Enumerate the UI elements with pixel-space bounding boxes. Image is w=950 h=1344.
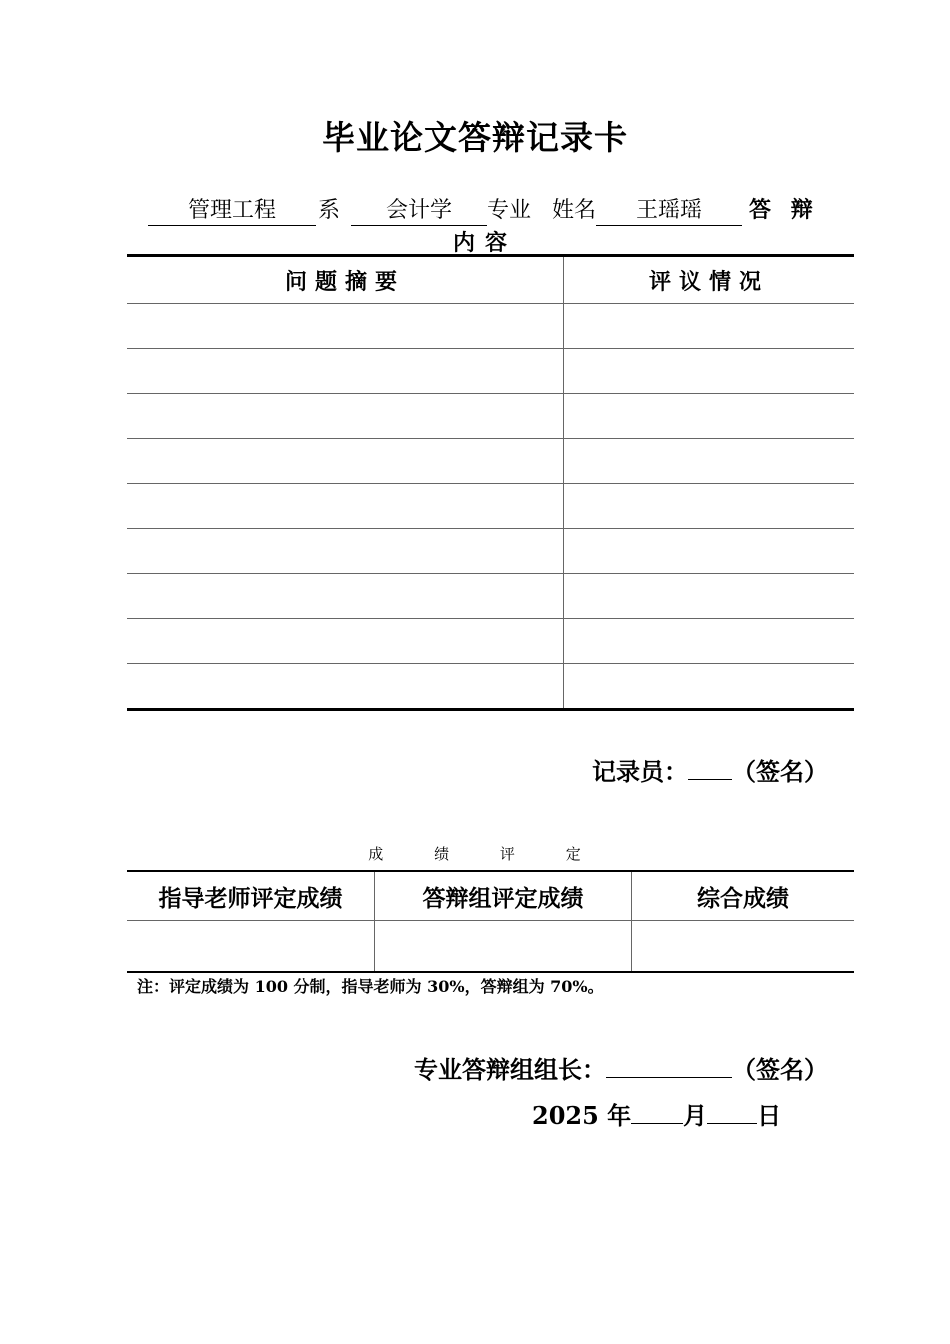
department-field[interactable]: 管理工程 [148, 197, 316, 226]
question-cell[interactable] [127, 619, 564, 664]
comment-cell[interactable] [564, 394, 855, 439]
advisor-grade-cell[interactable] [127, 921, 375, 973]
grade-caption-char: 成 [368, 845, 385, 863]
date-day-label: 日 [757, 1101, 782, 1130]
grade-caption-char: 定 [565, 845, 582, 863]
recorder-signature-line [592, 752, 828, 787]
question-cell[interactable] [127, 394, 564, 439]
question-cell[interactable] [127, 304, 564, 349]
table-row [127, 304, 854, 349]
name-field[interactable]: 王瑶瑶 [596, 197, 742, 226]
question-cell[interactable] [127, 664, 564, 710]
leader-signature-line [414, 1050, 828, 1085]
major-field[interactable]: 会计学 [351, 197, 487, 226]
question-cell[interactable] [127, 349, 564, 394]
grade-header-row [127, 871, 854, 921]
col-review-comments: 评议情况 [564, 256, 855, 304]
table-row [127, 349, 854, 394]
table-row [127, 439, 854, 484]
major-suffix: 专业 [487, 198, 532, 223]
comment-cell[interactable] [564, 664, 855, 710]
recorder-signature-field[interactable] [688, 755, 732, 780]
comment-cell[interactable] [564, 349, 855, 394]
page-title: 毕业论文答辩记录卡 [322, 118, 628, 157]
table-row [127, 664, 854, 710]
defense-record-table [127, 254, 854, 711]
comment-cell[interactable] [564, 439, 855, 484]
student-info-line [148, 193, 828, 227]
date-line [532, 1096, 781, 1131]
table-row [127, 394, 854, 439]
grade-table [127, 870, 854, 973]
question-cell[interactable] [127, 529, 564, 574]
recorder-label: 记录员： [592, 757, 688, 786]
grading-note: 注：评定成绩为 100 分制，指导老师为 30%，答辩组为 70%。 [137, 977, 604, 996]
leader-label: 专业答辩组组长： [414, 1055, 606, 1084]
grade-caption-char: 评 [499, 845, 516, 863]
table-row [127, 619, 854, 664]
question-cell[interactable] [127, 439, 564, 484]
table-header-row [127, 256, 854, 304]
comment-cell[interactable] [564, 619, 855, 664]
content-label-a: 答 辩 [749, 197, 819, 223]
question-cell[interactable] [127, 484, 564, 529]
col-advisor-grade: 指导老师评定成绩 [127, 871, 375, 921]
col-question-summary: 问题摘要 [127, 256, 564, 304]
day-field[interactable] [707, 1099, 757, 1124]
content-label-b: 内容 [453, 230, 518, 256]
leader-signature-field[interactable] [606, 1053, 732, 1078]
grade-row [127, 921, 854, 973]
comment-cell[interactable] [564, 574, 855, 619]
month-field[interactable] [631, 1099, 683, 1124]
grade-caption [0, 843, 950, 864]
table-row [127, 484, 854, 529]
date-month-label: 月 [683, 1101, 708, 1130]
table-row [127, 529, 854, 574]
comment-cell[interactable] [564, 484, 855, 529]
col-panel-grade: 答辩组评定成绩 [375, 871, 632, 921]
comment-cell[interactable] [564, 529, 855, 574]
overall-grade-cell[interactable] [632, 921, 855, 973]
table-row [127, 574, 854, 619]
question-cell[interactable] [127, 574, 564, 619]
leader-sign-note: （签名） [732, 1055, 828, 1084]
date-year: 2025 年 [532, 1101, 632, 1130]
dept-suffix: 系 [318, 198, 341, 223]
comment-cell[interactable] [564, 304, 855, 349]
col-overall-grade: 综合成绩 [632, 871, 855, 921]
name-label: 姓名 [552, 198, 597, 223]
grade-caption-char: 绩 [434, 845, 451, 863]
recorder-sign-note: （签名） [732, 757, 828, 786]
panel-grade-cell[interactable] [375, 921, 632, 973]
